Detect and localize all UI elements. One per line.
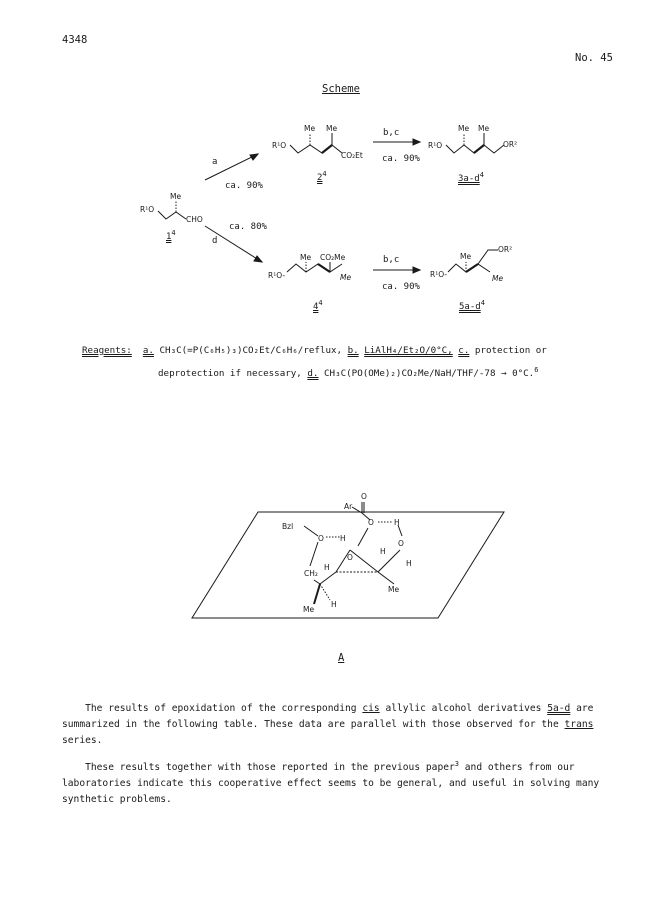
fig-ch2: CH₂ bbox=[304, 569, 318, 578]
c5-me: Me bbox=[460, 252, 472, 261]
transition-state-figure bbox=[0, 480, 672, 640]
compound-2-label: $2^4$ bbox=[317, 170, 327, 183]
fig-h-6: H bbox=[331, 600, 337, 609]
scheme-title: Scheme bbox=[322, 83, 360, 95]
step-d-label: d bbox=[212, 236, 218, 246]
fig-h-4: H bbox=[324, 563, 330, 572]
c1-r1o: R¹O bbox=[140, 205, 155, 214]
arrow-a-head bbox=[250, 154, 258, 160]
c4-me-tail: Me bbox=[340, 273, 352, 282]
paragraph-2: These results together with those reported in the previous paper$^3$ and others from our laboratories indicate this cooperative effect seems to be general, and useful in solving many synthetic problems. bbox=[62, 760, 600, 806]
c3-r1o: R¹O bbox=[428, 141, 443, 150]
fig-o-2: O bbox=[318, 534, 324, 543]
c5-or2: OR² bbox=[498, 245, 513, 254]
reagent-a: CH₃C(=P(C₆H₅)₃)CO₂Et/C₆H₆/reflux, bbox=[159, 345, 343, 356]
fig-o-carbonyl: O bbox=[361, 492, 367, 501]
step-bc-bottom-yield: ca. 90% bbox=[382, 282, 420, 292]
step-bc-top-yield: ca. 90% bbox=[382, 154, 420, 164]
c1-me: Me bbox=[170, 192, 182, 201]
reagent-c: protection or bbox=[474, 345, 547, 356]
c5-r1o: R¹O- bbox=[430, 270, 448, 279]
reagent-b: LiAlH₄/Et₂O/0°C, bbox=[364, 345, 453, 356]
reagent-d: CH₃C(PO(OMe)₂)CO₂Me/NaH/THF/-78 → 0°C. bbox=[324, 368, 535, 380]
c5-me-tail: Me bbox=[492, 274, 504, 283]
step-d-yield: ca. 80% bbox=[229, 222, 267, 232]
issue-number: No. 45 bbox=[575, 52, 613, 64]
fig-h-1: H bbox=[394, 518, 400, 527]
plane bbox=[192, 512, 504, 618]
fig-bzl: Bzl bbox=[282, 522, 294, 531]
page-number: 4348 bbox=[62, 34, 88, 46]
c2-r1o: R¹O bbox=[272, 141, 287, 150]
compound-5-label: $5a-d^4$ bbox=[459, 299, 485, 312]
arrow-d-head bbox=[254, 256, 262, 262]
fig-me-1: Me bbox=[388, 585, 400, 594]
reagents-line-1: Reagents: a. CH₃C(=P(C₆H₅)₃)CO₂Et/C₆H₆/reflux, b. LiAlH₄/Et₂O/0°C, c. protection or bbox=[82, 345, 547, 356]
c3-me-1: Me bbox=[458, 124, 470, 133]
c3-or2: OR² bbox=[503, 140, 518, 149]
compound-1-label: $1^4$ bbox=[166, 229, 176, 242]
fig-h-2: H bbox=[340, 534, 346, 543]
c2-co2et: CO₂Et bbox=[341, 151, 363, 160]
paragraph-1: The results of epoxidation of the corresponding cis allylic alcohol derivatives 5a-d are summarized in the following table. These data are parallel with those observed for the trans series. bbox=[62, 703, 594, 746]
reagents-heading: Reagents: bbox=[82, 345, 132, 356]
compound-2-chain bbox=[290, 145, 342, 153]
fig-o-3: O bbox=[398, 539, 404, 548]
compound-1-chain bbox=[158, 211, 186, 219]
figure-label: A bbox=[338, 652, 345, 664]
c4-r1o: R¹O- bbox=[268, 271, 286, 280]
step-bc-bottom-label: b,c bbox=[383, 255, 400, 265]
reaction-scheme bbox=[0, 0, 672, 330]
c3-me-2: Me bbox=[478, 124, 490, 133]
compound-4-label: $4^4$ bbox=[313, 299, 323, 312]
step-a-yield: ca. 90% bbox=[225, 181, 263, 191]
c2-me-2: Me bbox=[326, 124, 338, 133]
reagents-line-2: deprotection if necessary, d. CH₃C(PO(OMe)₂)CO₂Me/NaH/THF/-78 → 0°C.$^6$ bbox=[158, 366, 539, 380]
c1-cho: CHO bbox=[186, 215, 203, 224]
fig-me-2: Me bbox=[303, 605, 315, 614]
fig-o-1: O bbox=[368, 518, 374, 527]
fig-ar: Ar bbox=[344, 502, 353, 511]
step-a-label: a bbox=[212, 157, 218, 167]
c2-me-1: Me bbox=[304, 124, 316, 133]
fig-o-epoxide: O bbox=[347, 553, 353, 562]
fig-h-3: H bbox=[380, 547, 386, 556]
c4-co2me: CO₂Me bbox=[320, 253, 346, 262]
c4-me: Me bbox=[300, 253, 312, 262]
compound-4-chain bbox=[287, 264, 342, 272]
fig-h-5: H bbox=[406, 559, 412, 568]
compound-3-label: $3a-d^4$ bbox=[458, 171, 484, 184]
step-bc-top-label: b,c bbox=[383, 128, 400, 138]
